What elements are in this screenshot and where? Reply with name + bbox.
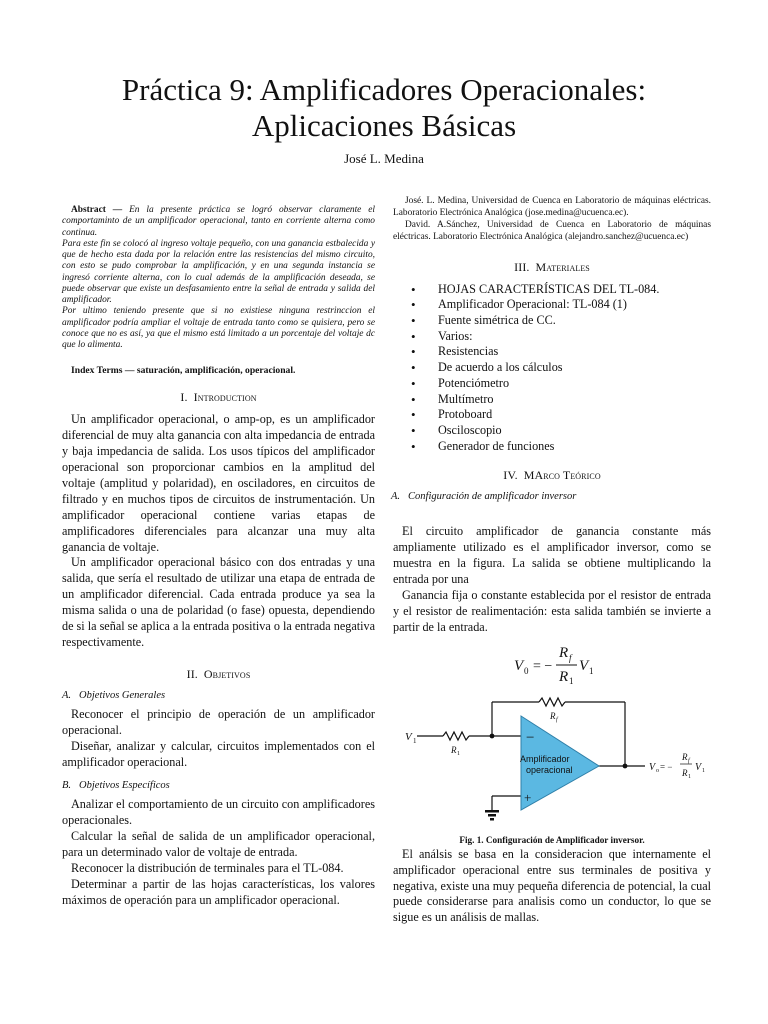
svg-text:1: 1 <box>688 773 691 780</box>
svg-text:f: f <box>556 716 558 723</box>
opamp-label-2: operacional <box>526 764 573 775</box>
materials-list-item: • Amplificador Operacional: TL-084 (1) <box>411 297 711 313</box>
obj-especifico-2: Calcular la señal de salida de un amplificador operacional, para un determinado valor de voltaje de entrada. <box>62 829 375 860</box>
materials-list-item: • Varios: <box>411 329 711 345</box>
svg-text:V: V <box>405 730 412 743</box>
section-objetivos-heading: II. Objetivos <box>186 666 251 681</box>
svg-text:V: V <box>649 761 656 773</box>
materials-list <box>393 282 711 455</box>
obj-especifico-4: Determinar a partir de las hojas características, los valores máximos de operación para un amplificador operacional. <box>62 877 375 907</box>
output-node <box>623 763 628 768</box>
svg-text:1: 1 <box>589 665 594 676</box>
subsection-objetivos-especificos: B. Objetivos Específicos <box>62 780 170 792</box>
abstract-label: Abstract — <box>71 205 123 215</box>
abstract-p3: Por ultimo teniendo presente que si no existiese ninguna restrinccion el amplificador podría ampliar el voltaje de entrada tanto como se quisiera, pero se conoce que no es así, ya que el mismo está limitado a un porcentaje del voltaje dc que lo alimenta. <box>62 306 375 350</box>
obj-especifico-1: Analizar el comportamiento de un circuito con amplificadores operacionales. <box>62 797 375 828</box>
input-node <box>490 733 495 738</box>
marco-paragraph-2: Ganancia fija o constante establecida por el resistor de entrada y el resistor de realimentación: esta salida también se invierte a partir de la entrada. <box>393 587 711 634</box>
circuit-diagram <box>393 692 711 824</box>
svg-text:f: f <box>688 757 690 764</box>
minus-sign: − <box>526 729 535 746</box>
paper-title <box>0 72 768 144</box>
gain-equation <box>393 644 711 684</box>
obj-general-1: Reconocer el principio de operación de un amplificador operacional. <box>62 706 375 737</box>
svg-text:f: f <box>569 652 572 663</box>
figure-inverting-amplifier <box>393 692 711 845</box>
materials-list-item: • Generador de funciones <box>411 439 711 455</box>
section-introduction-heading: I. Introduction <box>180 390 257 405</box>
svg-text:R: R <box>550 710 556 721</box>
materials-list-item: • Potenciómetro <box>411 376 711 392</box>
abstract <box>62 205 375 351</box>
subsection-objetivos-generales: A. Objetivos Generales <box>62 689 166 701</box>
obj-general-2: Diseñar, analizar y calcular, circuitos implementados con el amplificador operacional. <box>62 738 375 769</box>
intro-paragraph-1: Un amplificador operacional, o amp-op, es un amplificador diferencial de muy alta ganancia con alta impedancia de entrada y baja impedancia de salida. Los usos típicos del amplificador operacional son proporcionar cambios en la amplitud del voltaje (amplitud y polaridad), en osciladores, en circuitos de filtrado y en muchos tipos de circuitos de instrumentación. Un amplificador operacional contiene varias etapas de amplificadores diferenciales para alcanzar una muy alta ganancia de voltaje. <box>62 412 375 554</box>
svg-text:R: R <box>559 668 569 684</box>
intro-paragraph-2: Un amplificador operacional básico con dos entradas y una salida, que sería el resultado de utilizar una etapa de entrada de un amplificador diferencial. Cada entrada produce ya sea la misma salida o una de polaridad (o fase) opuesta, dependiendo de si la señal se aplica a la entrada positiva o la entrada negativa respectivamente. <box>62 555 376 649</box>
ground-bar-1 <box>485 810 499 813</box>
svg-text:1: 1 <box>702 767 705 774</box>
marco-paragraph-3: El análsis se basa en la consideracion que internamente el amplificador operacional entre sus terminales de positiva y negativa, existe una muy pequeña diferencia de potencial, la cual puede considerarse para analisis como un conductor, lo que se sigue es un análisis de mallas. <box>393 846 711 925</box>
figure-caption: Fig. 1. Configuración de Amplificador inversor. <box>459 834 645 845</box>
svg-text:R: R <box>451 744 457 755</box>
left-column <box>62 200 375 909</box>
svg-text:1: 1 <box>457 750 460 757</box>
index-terms: Index Terms — saturación, amplificación, operacional. <box>71 365 296 377</box>
materials-list-item: • Multímetro <box>411 392 711 408</box>
svg-text:R: R <box>559 644 569 661</box>
section-marco-heading: IV. MArco Teórico <box>503 468 601 483</box>
abstract-p2: Para este fin se colocó al ingreso voltaje pequeño, con una ganancia estbalecida y que de hecho esta dada por la relación entre las resistencias del mismo circuito, con esto se pudo comprobar la amplificación, y en una segunda instancia se ingresó corriente alterna, con lo cual además de la amplificación deseada, se puede observar que existe un desfasamiento entre la señal de entrada y salida del amplificador. <box>62 238 375 305</box>
affiliation-2: David. A.Sánchez, Universidad de Cuenca en Laboratorio de máquinas eléctricas. Laboratorio Electrónica Analógica (alejandro.sanchez@ucuenca.ec) <box>393 219 711 242</box>
materials-list-item: • Protoboard <box>411 407 711 423</box>
subsection-amplificador-inversor: A. Configuración de amplificador inversor <box>391 491 577 503</box>
svg-text:V: V <box>514 657 524 674</box>
ground-bar-3 <box>490 818 494 821</box>
abstract-p1: En la presente práctica se logró observar claramente el comportaminto de un amplificador operacional, tanto en corriente alterna como continua. <box>62 205 376 238</box>
materials-list-item: • Resistencias <box>411 344 711 360</box>
title-line-2: Aplicaciones Básicas <box>251 108 517 143</box>
affiliation-1: José. L. Medina, Universidad de Cuenca en Laboratorio de máquinas eléctricas. Laboratorio Electrónica Analógica (jose.medina@ucuenca.ec). <box>393 196 711 218</box>
opamp-label-1: Amplificador <box>520 753 570 764</box>
section-materiales-heading: III. Materiales <box>514 259 590 274</box>
author-name: José L. Medina <box>344 151 424 166</box>
svg-text:V: V <box>579 657 589 674</box>
plus-sign: + <box>524 789 532 805</box>
title-line-1: Práctica 9: Amplificadores Operacionales: <box>121 72 647 107</box>
obj-especifico-3: Reconocer la distribución de terminales para el TL-084. <box>71 861 344 876</box>
svg-text:R: R <box>682 767 688 778</box>
svg-text:0: 0 <box>524 665 529 676</box>
marco-paragraph-1: El circuito amplificador de ganancia constante más ampliamente utilizado es el amplificador inversor, como se muestra en la figura. La salida se obtiene multiplicando la entrada por una <box>393 524 711 587</box>
materials-list-item: • Osciloscopio <box>411 423 711 439</box>
materials-list-item: • Fuente simétrica de CC. <box>411 313 711 329</box>
ground-bar-2 <box>488 814 496 817</box>
gain-equation-svg <box>393 644 711 684</box>
svg-text:1: 1 <box>569 675 574 684</box>
svg-text:R: R <box>682 751 688 762</box>
svg-text:= −: = − <box>660 761 673 772</box>
right-column <box>393 196 711 926</box>
svg-text:= −: = − <box>533 658 553 674</box>
svg-text:o: o <box>656 767 659 774</box>
materials-list-item: • HOJAS CARACTERÍSTICAS DEL TL-084. <box>411 282 711 298</box>
svg-text:1: 1 <box>413 736 417 745</box>
materials-list-item: • De acuerdo a los cálculos <box>411 360 711 376</box>
svg-text:V: V <box>695 761 702 773</box>
